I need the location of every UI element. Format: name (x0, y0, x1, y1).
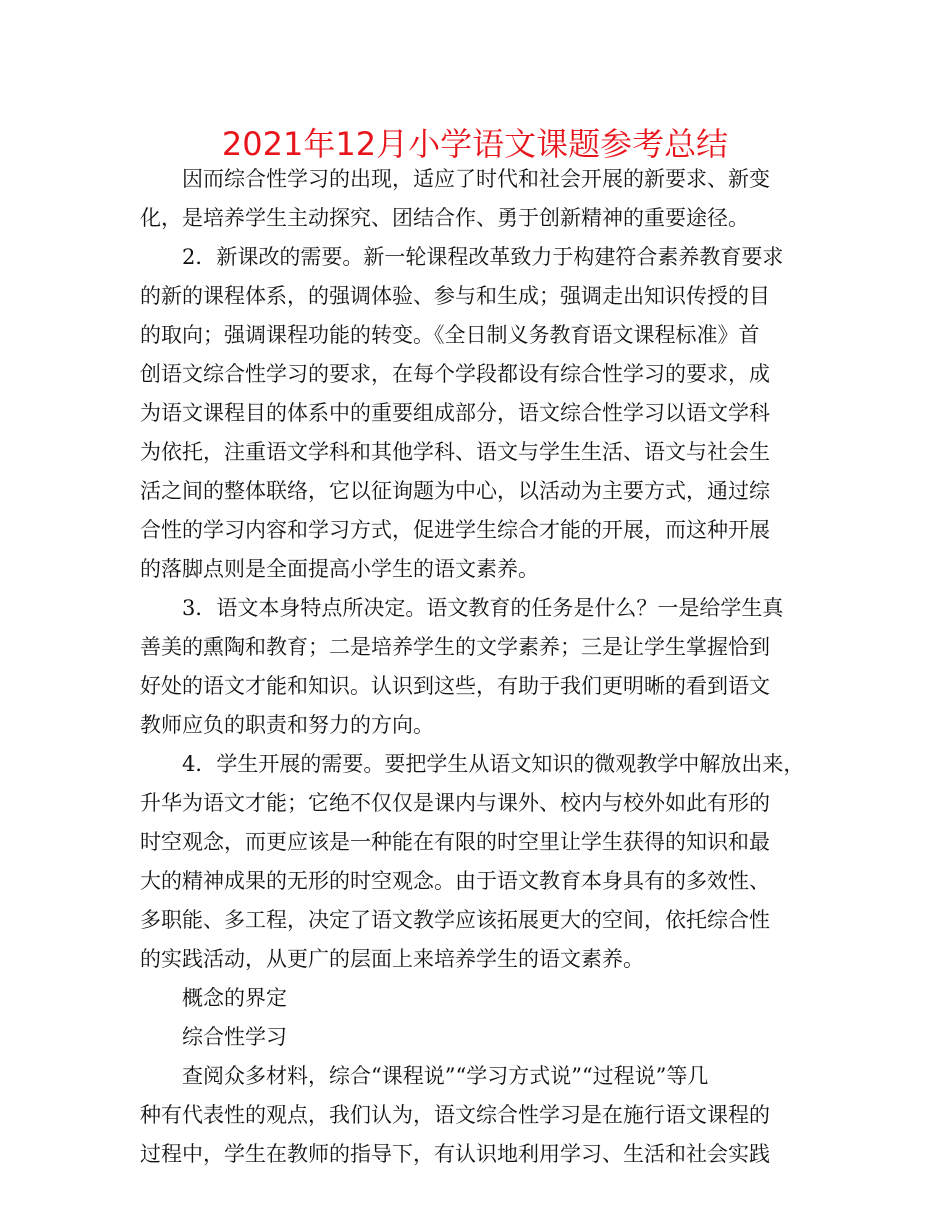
paragraph (140, 745, 812, 979)
text-line: 为语文课程目的体系中的重要组成部分，语文综合性学习以语文学科 (140, 401, 770, 425)
document-title: 2021年12月小学语文课题参考总结 (221, 125, 729, 163)
text-line: 过程中，学生在教师的指导下，有认识地利用学习、生活和社会实践 (140, 1142, 770, 1166)
text-line: 为依托，注重语文学科和其他学科、语文与学生生活、语文与社会生 (140, 440, 770, 464)
text-line: 的取向；强调课程功能的转变。《全日制义务教育语文课程标准》首 (140, 323, 760, 347)
text-line: 的实践活动，从更广的层面上来培养学生的语文素养。 (140, 947, 644, 971)
text-line: 3．语文本身特点所决定。语文教育的任务是什么？一是给学生真 (182, 596, 784, 620)
paragraph (140, 160, 812, 238)
paragraph (140, 1018, 812, 1057)
text-line: 合性的学习内容和学习方式，促进学生综合才能的开展，而这种开展 (140, 518, 770, 542)
text-line: 2．新课改的需要。新一轮课程改革致力于构建符合素养教育要求 (182, 245, 784, 269)
text-line: 多职能、多工程，决定了语文教学应该拓展更大的空间，依托综合性 (140, 908, 770, 932)
text-line: 活之间的整体联络，它以征询题为中心，以活动为主要方式，通过综 (140, 479, 770, 503)
text-line: 善美的熏陶和教育；二是培养学生的文学素养；三是让学生掌握恰到 (140, 635, 770, 659)
text-line: 好处的语文才能和知识。认识到这些，有助于我们更明晰的看到语文 (140, 674, 770, 698)
text-line: 的新的课程体系，的强调体验、参与和生成；强调走出知识传授的目 (140, 284, 770, 308)
paragraph (140, 1057, 812, 1174)
text-line: 创语文综合性学习的要求，在每个学段都设有综合性学习的要求，成 (140, 362, 770, 386)
text-line: 因而综合性学习的出现，适应了时代和社会开展的新要求、新变 (182, 167, 770, 191)
text-line: 教师应负的职责和努力的方向。 (140, 713, 434, 737)
text-line: 4．学生开展的需要。要把学生从语文知识的微观教学中解放出来， (182, 752, 805, 776)
text-line: 综合性学习 (182, 1025, 287, 1049)
text-line: 的落脚点则是全面提高小学生的语文素养。 (140, 557, 539, 581)
text-line: 时空观念，而更应该是一种能在有限的时空里让学生获得的知识和最 (140, 830, 770, 854)
document-body (140, 160, 812, 1174)
text-line: 概念的界定 (182, 986, 287, 1010)
text-line: 升华为语文才能；它绝不仅仅是课内与课外、校内与校外如此有形的 (140, 791, 770, 815)
text-line: 查阅众多材料，综合“课程说”“学习方式说”“过程说”等几 (182, 1064, 709, 1088)
text-line: 化，是培养学生主动探究、团结合作、勇于创新精神的重要途径。 (140, 206, 749, 230)
paragraph (140, 589, 812, 745)
paragraph (140, 979, 812, 1018)
text-line: 大的精神成果的无形的时空观念。由于语文教育本身具有的多效性、 (140, 869, 770, 893)
text-line: 种有代表性的观点，我们认为，语文综合性学习是在施行语文课程的 (140, 1103, 770, 1127)
paragraph (140, 238, 812, 589)
